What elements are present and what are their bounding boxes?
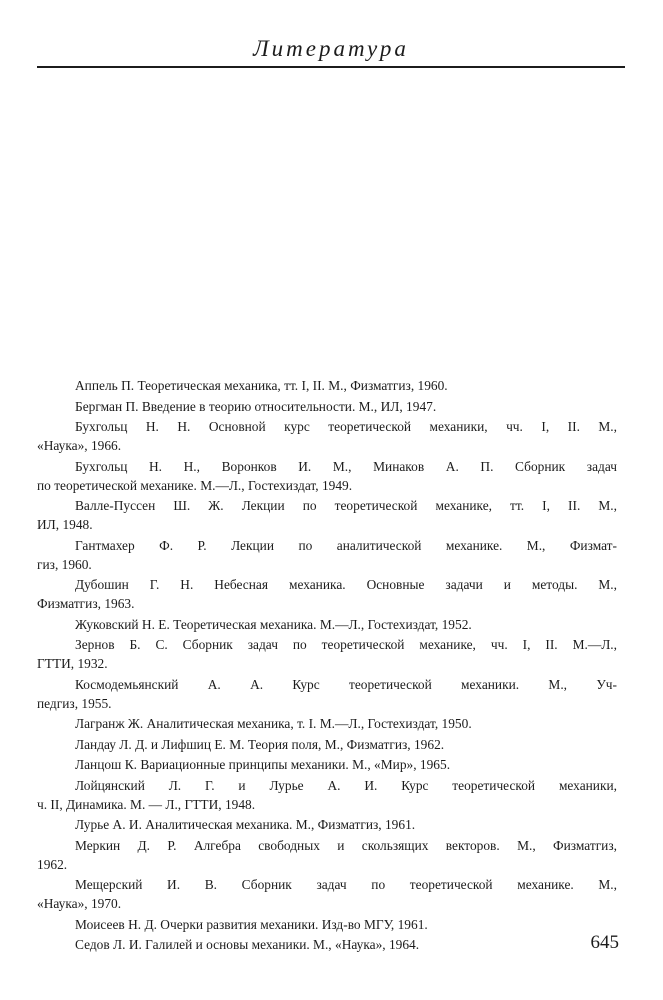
reference-line: ч. II, Динамика. М. — Л., ГТТИ, 1948. — [37, 796, 256, 812]
reference-entry — [37, 755, 617, 774]
reference-entry — [37, 397, 617, 416]
reference-line: Физматгиз, 1963. — [37, 596, 135, 611]
reference-line: Бергман П. Введение в теорию относительности. М., ИЛ, 1947. — [75, 398, 437, 414]
reference-entry — [37, 735, 617, 754]
reference-line: Жуковский Н. Е. Теоретическая механика. М.—Л., Гостехиздат, 1952. — [75, 616, 472, 632]
reference-entry — [37, 635, 617, 673]
reference-entry — [37, 417, 617, 455]
reference-entry — [37, 615, 617, 634]
reference-line: Мещерский И. В. Сборник задач по теоретической механике. М., — [75, 877, 617, 892]
reference-line: Бухгольц Н. Н. Основной курс теоретической механики, чч. I, II. М., — [75, 419, 617, 434]
reference-line: Зернов Б. С. Сборник задач по теоретической механике, чч. I, II. М.—Л., — [75, 637, 617, 652]
reference-entry — [37, 935, 617, 954]
reference-line: «Наука», 1970. — [37, 896, 122, 911]
reference-entry — [37, 875, 617, 913]
reference-line: «Наука», 1966. — [37, 438, 122, 453]
reference-entry — [37, 536, 617, 574]
reference-line: Лойцянский Л. Г. и Лурье А. И. Курс теоретической механики, — [75, 777, 617, 793]
reference-entry — [37, 675, 617, 713]
reference-line: 1962. — [37, 856, 68, 872]
reference-line: Ландау Л. Д. и Лифшиц Е. М. Теория поля, М., Физматгиз, 1962. — [75, 736, 445, 752]
reference-line: Валле-Пуссен Ш. Ж. Лекции по теоретической механике, тт. I, II. М., — [75, 498, 617, 513]
page-header — [37, 34, 625, 64]
reference-line: Лагранж Ж. Аналитическая механика, т. I. М.—Л., Гостехиздат, 1950. — [75, 716, 472, 731]
reference-line: Космодемьянский А. А. Курс теоретической механики. М., Уч- — [75, 676, 617, 692]
reference-list — [37, 376, 617, 956]
reference-line: гиз, 1960. — [37, 556, 92, 572]
reference-entry — [37, 836, 617, 874]
reference-entry — [37, 496, 617, 534]
reference-entry — [37, 575, 617, 613]
reference-line: Гантмахер Ф. Р. Лекции по аналитической механике. М., Физмат- — [75, 537, 617, 553]
reference-line: Лурье А. И. Аналитическая механика. М., Физматгиз, 1961. — [75, 817, 416, 832]
reference-line: Бухгольц Н. Н., Воронков И. М., Минаков А. П. Сборник задач — [75, 458, 617, 474]
reference-entry — [37, 714, 617, 733]
page-title: Литература — [253, 36, 409, 61]
reference-entry — [37, 815, 617, 834]
reference-entry — [37, 776, 617, 814]
reference-line: Ланцош К. Вариационные принципы механики. М., «Мир», 1965. — [75, 757, 451, 772]
reference-line: ИЛ, 1948. — [37, 517, 93, 532]
reference-line: ГТТИ, 1932. — [37, 656, 108, 671]
reference-line: Меркин Д. Р. Алгебра свободных и скользящих векторов. М., Физматгиз, — [75, 837, 617, 853]
header-rule — [37, 66, 625, 68]
reference-entry — [37, 915, 617, 934]
reference-entry — [37, 457, 617, 495]
page-number: 645 — [590, 932, 619, 953]
reference-line: Моисеев Н. Д. Очерки развития механики. Изд-во МГУ, 1961. — [75, 916, 428, 932]
reference-line: Аппель П. Теоретическая механика, тт. I, II. М., Физматгиз, 1960. — [75, 378, 448, 393]
reference-entry — [37, 376, 617, 395]
reference-line: Седов Л. И. Галилей и основы механики. М., «Наука», 1964. — [75, 937, 420, 952]
reference-line: по теоретической механике. М.—Л., Гостехиздат, 1949. — [37, 477, 353, 493]
reference-line: Дубошин Г. Н. Небесная механика. Основные задачи и методы. М., — [75, 577, 617, 592]
reference-line: педгиз, 1955. — [37, 695, 112, 711]
